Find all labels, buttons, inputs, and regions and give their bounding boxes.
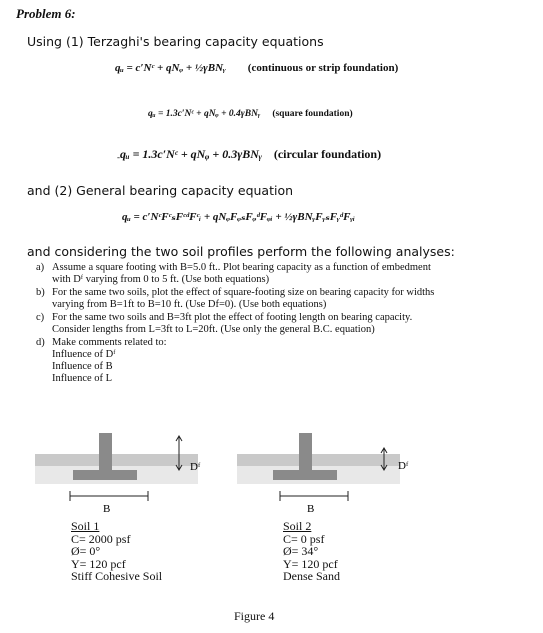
equation-square-formula: qᵤ = 1.3c′Nᶜ + qNᵩ + 0.4γBNᵧ	[148, 109, 261, 119]
soil-2-properties	[283, 520, 340, 583]
analysis-label: a)	[36, 262, 45, 273]
soil-1-cohesion: C= 2000 psf	[71, 531, 131, 546]
equation-bullet: -	[117, 152, 120, 162]
footing-base	[273, 470, 337, 480]
footing-diagram-soil-2	[237, 433, 409, 515]
soil-2-friction-angle: Ø= 34°	[283, 544, 319, 558]
analysis-label: c)	[36, 312, 45, 323]
equation-circular-label: (circular foundation)	[273, 147, 382, 161]
soil-1-friction-angle: Ø= 0°	[71, 544, 101, 558]
analysis-line: For the same two soils and B=3ft plot the effect of footing length on bearing capacity.	[52, 312, 413, 323]
analysis-line: Consider lengths from L=3ft to L=20ft. (Use only the general B.C. equation)	[52, 323, 375, 335]
figure-caption: Figure 4	[234, 609, 275, 623]
footing-column	[299, 433, 312, 470]
heading-terzaghi: Using (1) Terzaghi's bearing capacity equations	[27, 34, 324, 49]
soil-1-unit-weight: Y= 120 pcf	[71, 556, 126, 571]
ground-surface	[237, 454, 400, 466]
footing-diagram-soil-1	[35, 433, 201, 515]
problem-title: Problem 6:	[16, 6, 76, 21]
footing-column	[99, 433, 112, 470]
ground-surface	[35, 454, 198, 466]
analysis-line: Influence of Dᶠ	[52, 349, 116, 360]
df-label: Dᶠ	[190, 461, 201, 473]
analysis-line: Influence of B	[52, 361, 113, 372]
analysis-line: Influence of L	[52, 373, 113, 384]
equation-square-label: (square foundation)	[272, 109, 353, 119]
b-label: B	[103, 503, 111, 515]
equation-general: qᵤ = c′NᶜFᶜₛFᶜᵈFᶜᵢ + qNᵩFᵩₛFᵩᵈFᵩᵢ + ½γBNᵧFᵧₛFᵧᵈFᵧᵢ	[122, 211, 356, 223]
soil-1-description: Stiff Cohesive Soil	[71, 569, 163, 583]
equation-strip-label: (continuous or strip foundation)	[247, 62, 399, 74]
soil-2-cohesion: C= 0 psf	[283, 531, 325, 546]
soil-2-title: Soil 2	[283, 519, 312, 533]
analysis-line: Make comments related to:	[52, 337, 167, 348]
df-label: Dᶠ	[398, 460, 409, 472]
heading-analyses: and considering the two soil profiles perform the following analyses:	[27, 244, 455, 259]
soil-2-description: Dense Sand	[283, 569, 340, 583]
analysis-line: with Dᶠ varying from 0 to 5 ft. (Use both equations)	[52, 273, 270, 285]
analysis-label: d)	[36, 337, 45, 348]
soil-2-unit-weight: Y= 120 pcf	[283, 556, 338, 571]
b-label: B	[307, 503, 315, 515]
analysis-label: b)	[36, 287, 45, 298]
soil-1-properties	[71, 520, 162, 583]
analysis-line: varying from B=1ft to B=10 ft. (Use Df=0). (Use both equations)	[52, 298, 327, 310]
heading-general: and (2) General bearing capacity equation	[27, 183, 294, 198]
equation-strip-formula: qᵤ = c′Nᶜ + qNᵩ + ½γBNᵧ	[115, 62, 226, 74]
analysis-line: For the same two soils, plot the effect of square-footing size on bearing capacity for widths	[52, 287, 435, 298]
analysis-line: Assume a square footing with B=5.0 ft.. Plot bearing capacity as a function of embedment	[52, 262, 431, 273]
equation-circular-formula: qᵤ = 1.3c′Nᶜ + qNᵩ + 0.3γBNᵧ	[120, 147, 262, 161]
soil-1-title: Soil 1	[71, 519, 100, 533]
footing-base	[73, 470, 137, 480]
